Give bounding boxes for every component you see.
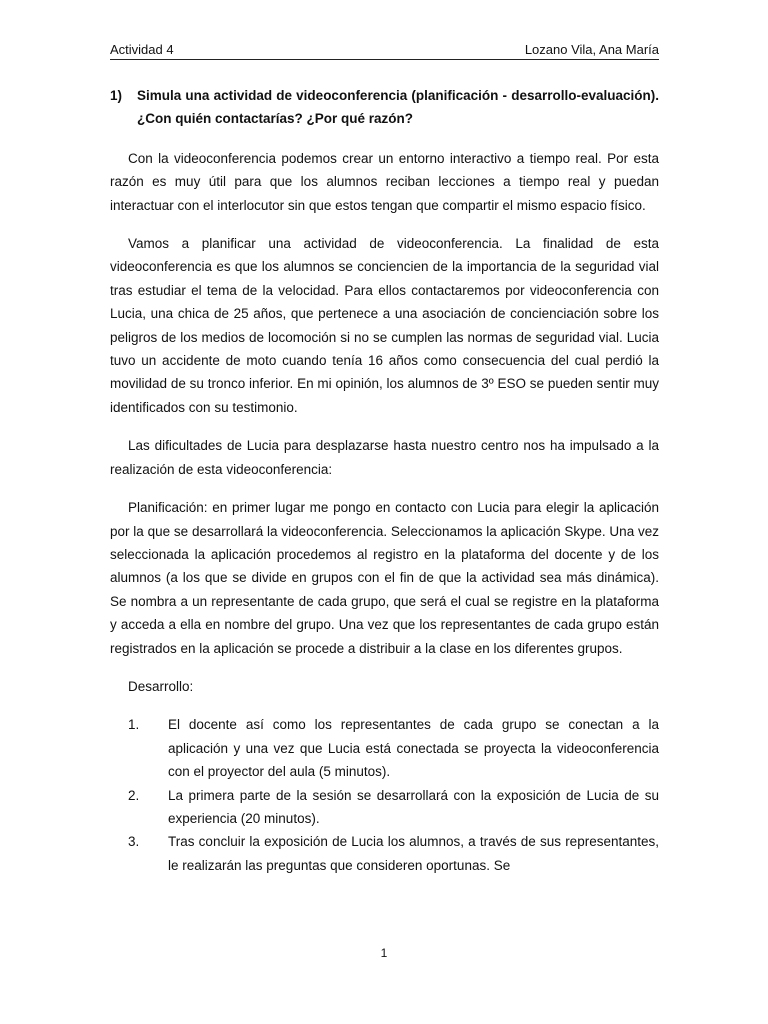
list-item-number: 2. [128,787,140,803]
page-number: 1 [380,946,388,960]
page-header [110,40,659,60]
paragraph-intro: Con la videoconferencia podemos crear un entorno interactivo a tiempo real. Por esta razón es muy útil para que los alumnos reciban lecciones a tiempo real y puedan interactuar con el interlocutor sin que estos tengan que compartir el mismo espacio físico. [110,150,659,213]
list-item [110,713,659,783]
list-item-text: La primera parte de la sesión se desarrollará con la exposición de Lucia de su experiencia (20 minutos). [168,787,659,826]
list-item [110,830,659,877]
question-number: 1) [110,88,123,103]
list-item-number: 1. [128,717,140,733]
list-item [110,784,659,831]
header-activity-label: Actividad 4 [110,42,174,57]
paragraph-planning-overview: Vamos a planificar una actividad de videoconferencia. La finalidad de esta videoconferencia es que los alumnos se conciencien de la importancia de la seguridad vial tras estudiar el tema de la velocidad. Para ellos contactaremos por videoconferencia con Lucia, una chica de 25 años, que pertenece a una asociación de concienciación sobre los peligros de los medios de locomoción si no se cumplen las normas de seguridad vial. Lucia tuvo un accidente de moto cuando tenía 16 años como consecuencia del cual perdió la movilidad de su tronco inferior. En mi opinión, los alumnos de 3º ESO se pueden sentir muy identificados con su testimonio. [110,236,659,415]
question-text: Simula una actividad de videoconferencia (planificación - desarrollo-evaluación). ¿Con quién contactarías? ¿Por qué razón? [137,88,659,127]
list-item-text: El docente así como los representantes de cada grupo se conectan a la aplicación y una vez que Lucia está conectada se proyecta la videoconferencia con el proyector del aula (5 minutos). [168,717,659,780]
list-item-text: Tras concluir la exposición de Lucia los alumnos, a través de sus representantes, le realizarán las preguntas que consideren oportunas. Se [168,834,659,873]
desarrollo-list [110,713,659,877]
question-heading [110,84,659,131]
paragraph-difficulties: Las dificultades de Lucia para desplazarse hasta nuestro centro nos ha impulsado a la realización de esta videoconferencia: [110,438,659,477]
desarrollo-heading: Desarrollo: [128,678,194,694]
list-item-number: 3. [128,834,140,850]
document-body [110,84,659,877]
header-author-name: Lozano Vila, Ana María [524,42,659,57]
paragraph-planificacion: Planificación: en primer lugar me pongo en contacto con Lucia para elegir la aplicación por la que se desarrollará la videoconferencia. Seleccionamos la aplicación Skype. Una vez seleccionada la aplicación procedemos al registro en la plataforma del docente y de los alumnos (a los que se divide en grupos con el fin de que la actividad sea más dinámica). Se nombra a un representante de cada grupo, que será el cual se registre en la plataforma y acceda a ella en nombre del grupo. Una vez que los representantes de cada grupo están registrados en la aplicación se procede a distribuir a la clase en los diferentes grupos. [110,500,659,656]
